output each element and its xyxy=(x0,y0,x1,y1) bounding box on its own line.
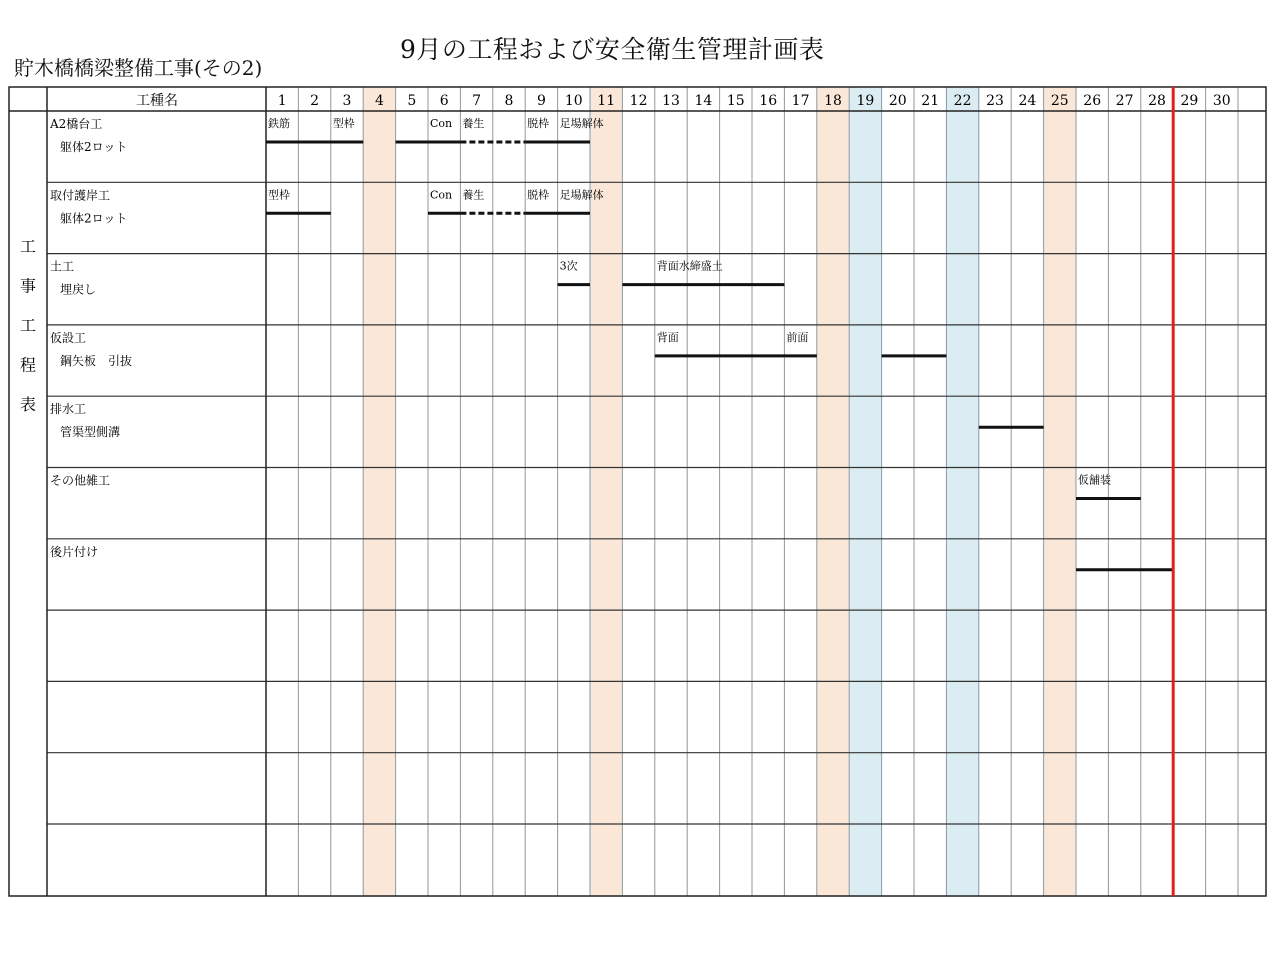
day-number: 3 xyxy=(342,93,352,109)
task-label: 背面 xyxy=(656,330,679,344)
task-label: 足場解体 xyxy=(559,188,604,202)
day-number: 9 xyxy=(536,93,546,109)
task-category: 取付護岸工 xyxy=(50,188,111,203)
task-label: Con xyxy=(430,117,453,130)
task-label: 型枠 xyxy=(268,188,290,202)
day-number: 28 xyxy=(1148,93,1166,109)
task-label: 脱枠 xyxy=(527,188,550,202)
task-category: 排水工 xyxy=(50,402,87,417)
task-subname: 鋼矢板 引抜 xyxy=(60,353,133,368)
page-title: 9月の工程および安全衛生管理計画表 xyxy=(400,35,825,64)
day-number: 17 xyxy=(791,93,810,109)
day-number: 25 xyxy=(1050,93,1069,109)
day-number: 26 xyxy=(1083,93,1102,109)
day-number: 21 xyxy=(921,93,940,109)
special-day-column xyxy=(946,87,978,896)
day-number: 19 xyxy=(856,93,875,109)
task-label: 足場解体 xyxy=(559,117,604,130)
table-frame xyxy=(9,87,1266,896)
day-number: 14 xyxy=(694,93,713,109)
task-label: 養生 xyxy=(462,117,485,130)
day-number: 20 xyxy=(888,93,907,109)
day-number: 1 xyxy=(277,93,287,109)
task-label: 3次 xyxy=(559,259,578,273)
task-label: 養生 xyxy=(462,188,485,202)
day-number: 18 xyxy=(824,93,842,109)
task-subname: 躯体2ロット xyxy=(60,211,128,226)
task-label: 前面 xyxy=(786,330,809,344)
day-number: 29 xyxy=(1180,93,1199,109)
day-number: 12 xyxy=(629,93,648,109)
task-label: 鉄筋 xyxy=(268,117,290,130)
side-label-char: 表 xyxy=(19,395,37,414)
task-label: 仮舗装 xyxy=(1078,473,1111,487)
special-day-column xyxy=(849,87,881,896)
day-number: 30 xyxy=(1212,93,1231,109)
day-number: 15 xyxy=(726,93,745,109)
header-name-label: 工種名 xyxy=(136,93,178,109)
side-label-char: 工 xyxy=(19,316,37,335)
project-name: 貯木橋橋梁整備工事(その2) xyxy=(14,56,263,80)
task-label: 背面水締盛土 xyxy=(656,259,723,273)
day-number: 24 xyxy=(1018,93,1037,109)
task-subname: 管渠型側溝 xyxy=(60,425,121,440)
day-number: 8 xyxy=(504,93,514,109)
task-category: 土工 xyxy=(50,259,75,274)
holiday-column xyxy=(817,87,849,896)
day-number: 6 xyxy=(439,93,449,109)
task-category: 仮設工 xyxy=(50,330,87,345)
day-number: 10 xyxy=(564,93,583,109)
task-subname: 躯体2ロット xyxy=(60,140,128,154)
day-number: 11 xyxy=(597,93,616,109)
holiday-column xyxy=(363,87,395,896)
day-number: 22 xyxy=(953,93,972,109)
side-label-char: 程 xyxy=(19,355,37,375)
day-number: 23 xyxy=(986,93,1004,109)
task-label: Con xyxy=(430,188,453,202)
day-number: 4 xyxy=(374,93,384,109)
holiday-column xyxy=(1044,87,1076,896)
task-subname: 埋戻し xyxy=(60,282,97,297)
day-number: 13 xyxy=(662,93,680,109)
task-category: 後片付け xyxy=(50,544,99,559)
day-number: 27 xyxy=(1115,93,1134,109)
side-label-char: 事 xyxy=(19,276,37,296)
task-label: 脱枠 xyxy=(527,117,550,130)
day-number: 2 xyxy=(310,93,320,109)
side-label-char: 工 xyxy=(19,237,37,256)
day-number: 7 xyxy=(472,93,482,109)
task-category: A2橋台工 xyxy=(50,117,103,131)
holiday-column xyxy=(590,87,622,896)
day-number: 5 xyxy=(407,93,417,109)
day-number: 16 xyxy=(759,93,778,109)
task-label: 型枠 xyxy=(332,117,355,130)
task-category: その他雑工 xyxy=(50,473,111,488)
